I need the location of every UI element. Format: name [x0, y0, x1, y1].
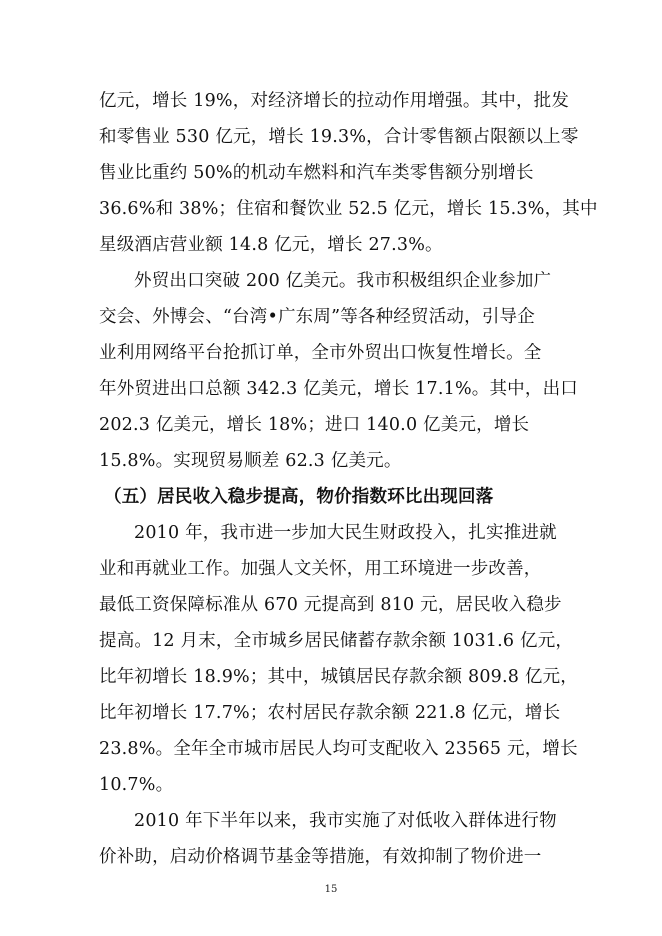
text-line: 星级酒店营业额 14.8 亿元，增长 27.3%。 [99, 235, 443, 255]
text-line: 外贸出口突破 200 亿美元。我市积极组织企业参加广 [134, 271, 552, 291]
text-line: 10.7%。 [99, 775, 174, 795]
text-line: 比年初增长 17.7%；农村居民存款余额 221.8 亿元，增长 [99, 703, 561, 723]
text-line: 23.8%。全年全市城市居民人均可支配收入 23565 元，增长 [99, 739, 578, 759]
text-line: 业利用网络平台抢抓订单，全市外贸出口恢复性增长。全 [99, 343, 542, 363]
text-line: 和零售业 530 亿元，增长 19.3%，合计零售额占限额以上零 [99, 127, 579, 147]
text-line: 售业比重约 50%的机动车燃料和汽车类零售额分别增长 [99, 163, 534, 183]
text-line: 价补助，启动价格调节基金等措施，有效抑制了物价进一 [99, 847, 542, 867]
text-line: 最低工资保障标准从 670 元提高到 810 元，居民收入稳步 [99, 595, 562, 615]
text-line: 15.8%。实现贸易顺差 62.3 亿美元。 [99, 451, 402, 471]
text-line: 比年初增长 18.9%；其中，城镇居民存款余额 809.8 亿元， [99, 667, 578, 687]
text-line: 年外贸进出口总额 342.3 亿美元，增长 17.1%。其中，出口 [99, 379, 578, 399]
text-line: 亿元，增长 19%，对经济增长的拉动作用增强。其中，批发 [99, 91, 570, 111]
text-line: 提高。12 月末，全市城乡居民储蓄存款余额 1031.6 亿元， [99, 631, 574, 651]
section-heading: （五）居民收入稳步提高，物价指数环比出现回落 [104, 487, 494, 507]
text-line: 2010 年下半年以来，我市实施了对低收入群体进行物 [134, 811, 557, 831]
text-line: 36.6%和 38%；住宿和餐饮业 52.5 亿元，增长 15.3%，其中 [99, 199, 598, 219]
text-line: 2010 年，我市进一步加大民生财政投入，扎实推进就 [134, 523, 557, 543]
page-number: 15 [324, 884, 338, 895]
text-line: 202.3 亿美元，增长 18%；进口 140.0 亿美元，增长 [99, 415, 530, 435]
text-line: 交会、外博会、“台湾•广东周”等各种经贸活动，引导企 [99, 307, 535, 327]
text-line: 业和再就业工作。加强人文关怀，用工环境进一步改善， [99, 559, 542, 579]
